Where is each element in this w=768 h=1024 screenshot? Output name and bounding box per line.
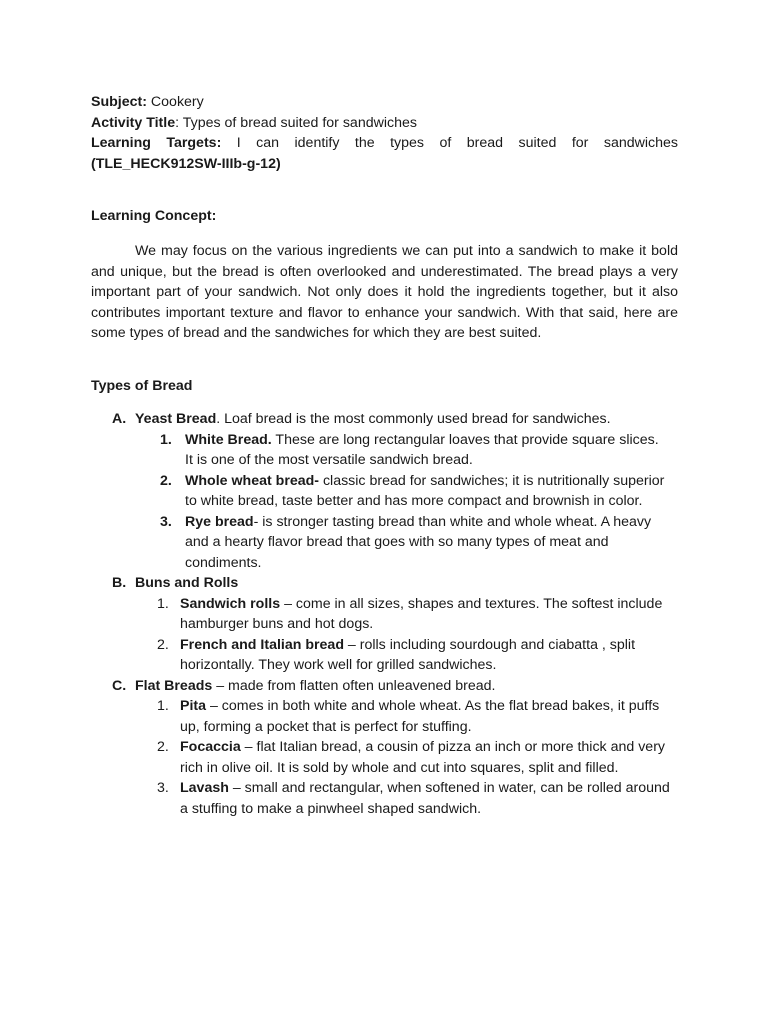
subject-label: Subject: [91, 94, 147, 110]
item-number: 3. [157, 780, 169, 796]
item-description: classic bread for sandwiches; it is nutritionally superior to white bread, taste better and has more compact and brownish in color. [185, 472, 665, 509]
section-heading [135, 409, 691, 430]
competency-code: (TLE_HECK912SW-IIIb-g-12) [91, 155, 281, 172]
subject-line [91, 92, 678, 113]
subject-value: Cookery [150, 94, 204, 110]
activity-title-value: : Types of bread suited for sandwiches [175, 114, 417, 131]
item-description: - is stronger tasting bread than white and whole wheat. A heavy and a hearty flavor bread that goes with so many types of meat and condiments. [185, 513, 652, 571]
list-item [135, 778, 670, 819]
list-item [135, 635, 670, 676]
item-number: 2. [157, 636, 169, 653]
item-description: – comes in both white and whole wheat. As the flat bread bakes, it puffs up, forming a pocket that is perfect for stuffing. [180, 698, 660, 735]
learning-targets-label: Learning Targets: [91, 135, 222, 151]
list-item [135, 512, 665, 574]
learning-concept-paragraph: We may focus on the various ingredients we can put into a sandwich to make it bold and unique, but the bread is often overlooked and underestimated. The bread plays a very important part of your sandwich. Not only does it hold the ingredients together, but it also contributes important texture and flavor to enhance your sandwich. With that said, here are some types of bread and the sandwiches for which they are best suited. [91, 243, 678, 341]
types-of-bread-list [91, 409, 691, 819]
item-description: – rolls including sourdough and ciabatta , split horizontally. They work well for grilled sandwiches. [180, 636, 636, 673]
item-name: Pita [180, 698, 207, 714]
list-item [135, 696, 670, 737]
section-marker: C. [112, 677, 127, 694]
item-name: White Bread. [185, 431, 272, 448]
item-description: These are long rectangular loaves that provide square slices. It is one of the most versatile sandwich bread. [185, 431, 659, 468]
item-name: Sandwich rolls [180, 595, 281, 612]
section-flat-breads [91, 676, 691, 820]
item-number: 1. [157, 698, 169, 714]
item-description: – come in all sizes, shapes and textures. The softest include hamburger buns and hot dogs. [180, 595, 663, 632]
buns-and-rolls-items [135, 594, 691, 676]
list-item [135, 594, 670, 635]
section-marker: A. [112, 411, 127, 427]
item-number: 1. [157, 595, 169, 612]
flat-breads-items [135, 696, 691, 819]
item-name: Focaccia [180, 739, 241, 755]
item-description: – flat Italian bread, a cousin of pizza an inch or more thick and very rich in olive oil. It is sold by whole and cut into squares, split and filled. [180, 739, 666, 776]
item-number: 2. [157, 739, 169, 755]
item-name: Rye bread [185, 513, 254, 530]
section-name: Yeast Bread [135, 411, 217, 427]
list-item [135, 737, 670, 778]
list-item [135, 471, 665, 512]
item-name: French and Italian bread [180, 636, 344, 653]
activity-title-label: Activity Title [91, 114, 176, 131]
item-number: 2. [160, 472, 172, 489]
list-item [135, 430, 665, 471]
yeast-bread-items [135, 430, 691, 574]
section-marker: B. [112, 575, 127, 591]
section-description: . Loaf bread is the most commonly used bread for sandwiches. [216, 411, 611, 427]
section-buns-and-rolls [91, 573, 691, 676]
section-heading [135, 573, 691, 594]
section-name: Buns and Rolls [135, 575, 239, 591]
section-yeast-bread [91, 409, 691, 573]
section-name: Flat Breads [135, 677, 213, 694]
item-number: 3. [160, 513, 172, 530]
item-number: 1. [160, 431, 172, 448]
item-name: Whole wheat bread- [185, 472, 320, 489]
section-heading [135, 676, 691, 697]
learning-concept-heading: Learning Concept: [91, 208, 217, 224]
section-description: – made from flatten often unleavened bread. [212, 677, 496, 694]
learning-targets-line [91, 133, 678, 154]
item-description: – small and rectangular, when softened in water, can be rolled around a stuffing to make a pinwheel shaped sandwich. [180, 780, 670, 817]
document-header [91, 92, 678, 174]
types-of-bread-heading: Types of Bread [91, 378, 193, 394]
learning-targets-value: I can identify the types of bread suited for sandwiches [236, 135, 678, 151]
activity-title-line [91, 113, 678, 134]
item-name: Lavash [180, 780, 229, 796]
